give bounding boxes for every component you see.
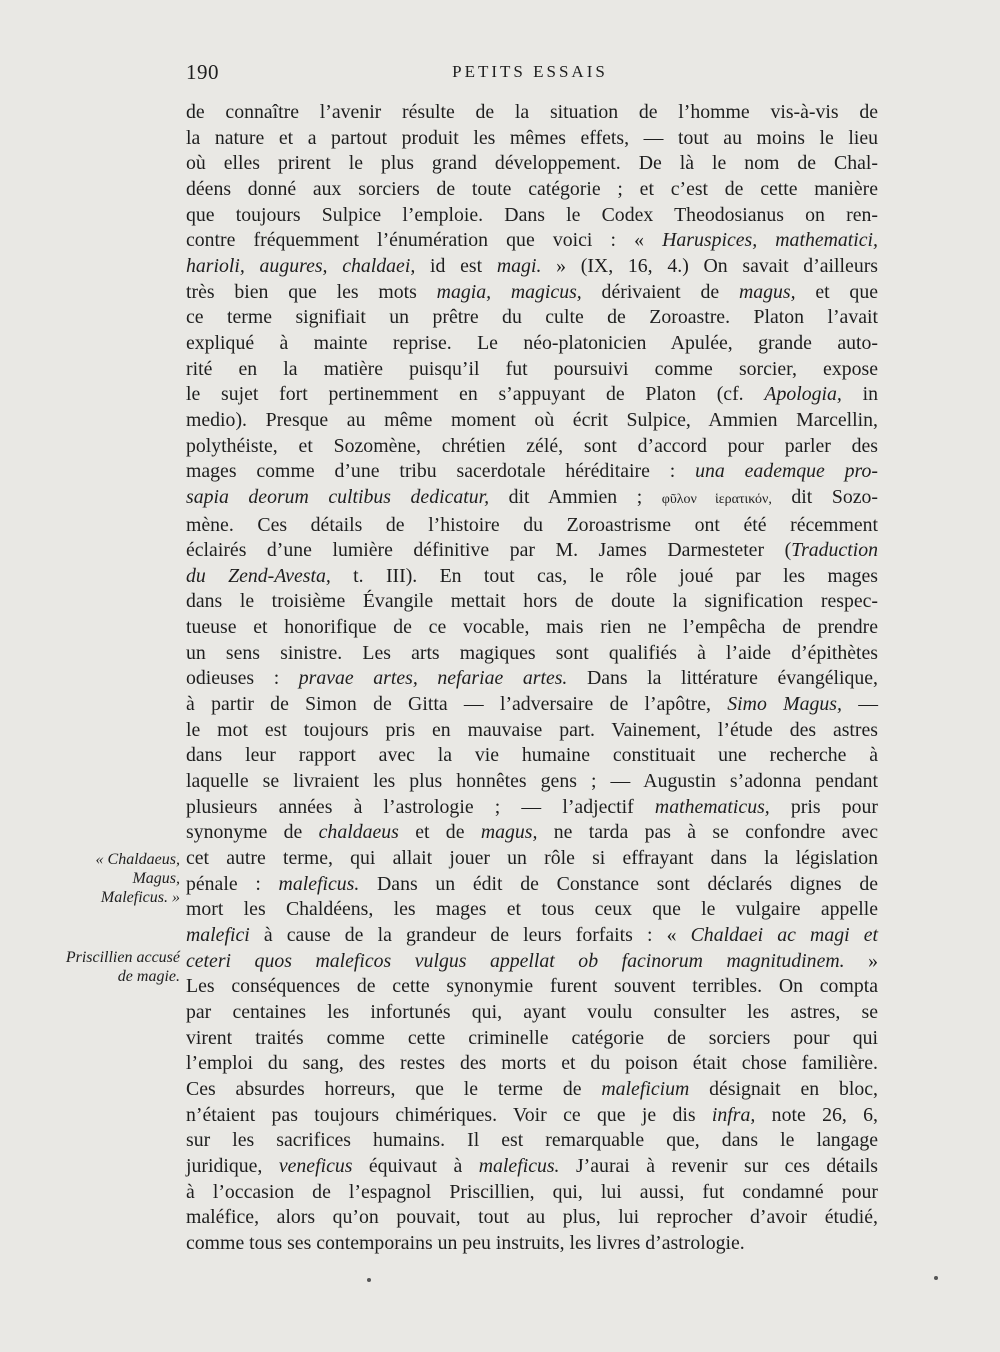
text-segment: » (IX, 16, 4.) On savait d’ailleurs [541,254,879,277]
text-segment: tueuse et honorifique de ce vocable, mais rien ne l’empêcha de prendre [186,616,878,639]
text-segment: expliqué à mainte reprise. Le néo-platonicien Apulée, grande auto- [186,331,878,354]
running-title: PETITS ESSAIS [452,62,608,81]
text-segment: le sujet fort pertinemment en s’appuyant de Platon (cf. [186,383,765,406]
text-line [186,666,878,692]
text-segment: t. III). En tout cas, le rôle joué par les mages [330,564,878,587]
text-line [186,1077,878,1103]
text-segment: de connaître l’avenir résulte de la situation de l’homme vis-à-vis de [186,101,878,123]
text-line [186,126,878,152]
text-segment: Ces absurdes horreurs, que le terme de [186,1077,602,1100]
print-speck [367,1278,371,1282]
text-segment: très bien que les mots [186,280,437,303]
text-line [186,382,878,408]
text-line [186,357,878,383]
text-line [186,923,878,949]
text-segment: polythéiste, et Sozomène, chrétien zélé, sont d’accord pour parler des [186,434,878,457]
text-line [186,254,878,280]
text-line [186,641,878,667]
text-line [186,485,878,513]
text-segment: déens donné aux sorciers de toute catégorie ; et c’est de cette manière [186,177,878,200]
text-line [186,1154,878,1180]
text-line [186,846,878,872]
text-line [186,228,878,254]
text-line [186,1103,878,1129]
text-line [186,615,878,641]
text-line [186,1000,878,1026]
text-line [186,718,878,744]
text-line [186,1231,878,1257]
text-segment: — [841,693,878,716]
text-segment: » [844,949,878,972]
italic-segment: mathematicus, [654,795,770,818]
italic-segment: Chaldaei ac magi et [690,924,878,946]
text-segment: à cause de la grandeur de leurs forfaits : « [249,924,691,946]
text-segment: mages comme d’une tribu sacerdotale héréditaire : [186,460,696,483]
text-segment: comme tous ses contemporains un peu instruits, les livres d’astrologie. [186,1231,745,1254]
text-segment: équivaut à [352,1154,479,1177]
text-segment: par centaines les infortunés qui, ayant voulu consulter les astres, se [186,1000,878,1023]
text-line [186,974,878,1000]
text-line [186,743,878,769]
italic-segment: pravae artes, nefariae artes. [298,667,568,690]
text-segment: note 26, 6, [755,1103,878,1126]
text-segment: dans leur rapport avec la vie humaine constituait une recherche à [186,744,878,767]
margin-note-line: Magus, [132,870,180,887]
text-segment: ce terme signifiait un prêtre du culte de Zoroastre. Platon l’avait [186,306,878,329]
text-segment: Dans la littérature évangélique, [567,667,879,690]
text-line [186,434,878,460]
text-segment: id est [415,254,497,277]
italic-segment: una eademque pro- [695,460,878,483]
text-line [186,408,878,434]
text-line [186,305,878,331]
text-line [186,1026,878,1052]
text-segment: cet autre terme, qui allait jouer un rôle si effrayant dans la législation [186,847,878,870]
text-segment: et de [398,821,481,844]
italic-segment: harioli, augures, chaldaei, [186,254,416,277]
italic-segment: Simo Magus, [727,693,842,716]
greek-segment: φῦλον ἱερατικόν, [661,491,772,507]
text-segment: pris pour [769,795,878,818]
margin-note-line: « Chaldaeus, [95,851,180,868]
italic-segment: magus, [480,821,538,844]
body-text [186,100,878,1257]
italic-segment: ceteri quos maleficos vulgus appellat ob facinorum magnitudinem. [186,949,845,972]
italic-segment: magus, [738,280,796,303]
print-speck [934,1276,938,1280]
text-segment: virent traités comme cette criminelle catégorie de sorciers pour qui [186,1026,878,1049]
text-line [186,1205,878,1231]
text-line [186,1180,878,1206]
text-segment: odieuses : [186,667,299,690]
text-line [186,100,878,126]
italic-segment: Apologia, [764,383,842,406]
text-segment: Les conséquences de cette synonymie furent souvent terribles. On compta [186,975,878,998]
text-segment: synonyme de [186,821,319,844]
text-line [186,692,878,718]
text-line [186,151,878,177]
italic-segment: Traduction [791,539,878,562]
text-segment: sur les sacrifices humains. Il est remarquable que, dans le langage [186,1129,878,1152]
text-line [186,459,878,485]
margin-note-line: Maleficus. » [100,889,180,906]
text-segment: où elles prirent le plus grand développement. De là le nom de Chal- [186,152,878,175]
text-line [186,513,878,539]
text-line [186,177,878,203]
text-line [186,280,878,306]
text-segment: medio). Presque au même moment où écrit Sulpice, Ammien Marcellin, [186,408,878,431]
text-segment: dit Sozo- [771,485,878,508]
text-segment: J’aurai à revenir sur ces détails [559,1154,879,1177]
text-segment: le mot est toujours pris en mauvaise part. Vainement, l’étude des astres [186,718,878,741]
text-line [186,795,878,821]
margin-note-line: Priscillien accusé [65,949,180,966]
text-segment: contre fréquemment l’énumération que voici : « [186,229,663,252]
italic-segment: chaldaeus [318,821,399,844]
text-segment: mort les Chaldéens, les mages et tous ceux que le vulgaire appelle [186,898,878,921]
italic-segment: Haruspices, mathematici, [662,229,879,252]
text-segment: ne tarda pas à se confondre avec [537,821,878,844]
margin-note-chaldaeus [70,850,180,907]
italic-segment: veneficus [278,1154,353,1177]
text-line [186,897,878,923]
text-segment: désignait en bloc, [689,1077,878,1100]
margin-note-priscillien [30,948,180,986]
text-segment: maléfice, alors qu’on pouvait, tout au plus, lui reprocher d’avoir étudié, [186,1206,878,1229]
text-line [186,589,878,615]
margin-note-line: de magie. [117,968,180,985]
text-line [186,949,878,975]
text-line [186,1128,878,1154]
text-segment: un sens sinistre. Les arts magiques sont qualifiés à l’aide d’épithètes [186,641,878,664]
text-line [186,564,878,590]
text-segment: la nature et a partout produit les mêmes effets, — tout au moins le lieu [186,126,878,149]
text-segment: dit Ammien ; [489,485,662,508]
text-segment: laquelle se livraient les plus honnêtes gens ; — Augustin s’adonna pendant [186,770,878,793]
text-segment: n’étaient pas toujours chimériques. Voir ce que je dis [186,1103,712,1126]
page-number: 190 [186,60,219,84]
italic-segment: infra, [711,1103,756,1126]
text-segment: mène. Ces détails de l’histoire du Zoroastrisme ont été récemment [186,513,878,536]
text-line [186,820,878,846]
italic-segment: maleficus. [478,1154,560,1177]
text-segment: l’emploi du sang, des restes des morts et du poison était chose familière. [186,1052,878,1075]
text-line [186,769,878,795]
text-segment: juridique, [186,1154,279,1177]
italic-segment: maleficus. [278,872,360,895]
text-segment: et que [795,280,878,303]
italic-segment: maleficium [601,1077,690,1100]
text-line [186,331,878,357]
italic-segment: magi. [496,254,542,277]
italic-segment: malefici [186,924,250,946]
text-line [186,872,878,898]
text-line [186,1051,878,1077]
italic-segment: sapia deorum cultibus dedicatur, [186,485,490,508]
text-segment: pénale : [186,872,279,895]
text-segment: à partir de Simon de Gitta — l’adversaire de l’apôtre, [186,693,728,716]
text-segment: plusieurs années à l’astrologie ; — l’adjectif [186,795,655,818]
text-segment: rité en la matière puisqu’il fut poursuivi comme sorcier, expose [186,357,878,380]
italic-segment: du Zend-Avesta, [186,564,331,587]
text-segment: dérivaient de [581,280,739,303]
text-segment: à l’occasion de l’espagnol Priscillien, qui, lui aussi, fut condamné pour [186,1180,878,1203]
text-segment: éclairés d’une lumière définitive par M. James Darmesteter ( [186,539,792,562]
text-segment: Dans un édit de Constance sont déclarés dignes de [359,872,878,895]
text-segment: que toujours Sulpice l’emploie. Dans le Codex Theodosianus on ren- [186,203,878,226]
text-line [186,538,878,564]
italic-segment: magia, magicus, [436,280,582,303]
text-line [186,203,878,229]
text-segment: dans le troisième Évangile mettait hors de doute la signification respec- [186,590,878,613]
text-segment: in [841,383,878,406]
